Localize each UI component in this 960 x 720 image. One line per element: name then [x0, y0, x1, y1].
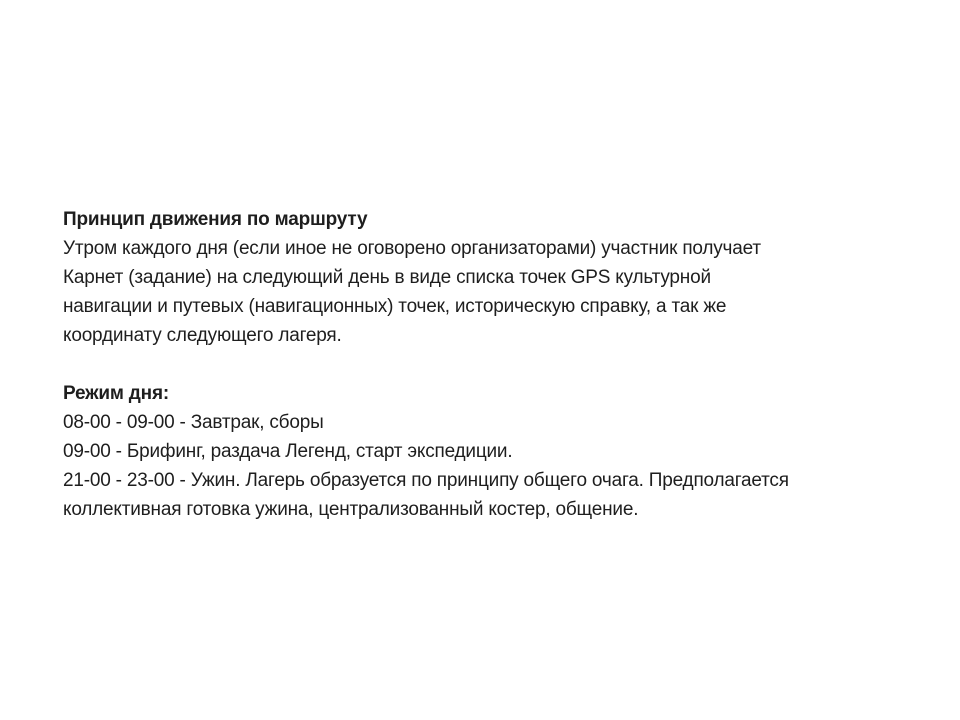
schedule-line: 21-00 - 23-00 - Ужин. Лагерь образуется по принципу общего очага. Предполагается: [63, 470, 789, 491]
schedule-line: 08-00 - 09-00 - Завтрак, сборы: [63, 412, 324, 433]
route-principle-line: координату следующего лагеря.: [63, 325, 342, 346]
route-principle-line: Карнет (задание) на следующий день в виде списка точек GPS культурной: [63, 267, 711, 288]
schedule-line: 09-00 - Брифинг, раздача Легенд, старт экспедиции.: [63, 441, 513, 462]
route-principle-line: навигации и путевых (навигационных) точек, историческую справку, а так же: [63, 296, 727, 317]
route-principle-line: Утром каждого дня (если иное не оговорено организаторами) участник получает: [63, 238, 761, 259]
slide-text-block: [63, 205, 933, 524]
section-spacer: [63, 350, 933, 379]
schedule-line: коллективная готовка ужина, централизованный костер, общение.: [63, 499, 639, 520]
route-principle-heading: Принцип движения по маршруту: [63, 209, 368, 230]
daily-schedule-heading: Режим дня:: [63, 383, 169, 404]
